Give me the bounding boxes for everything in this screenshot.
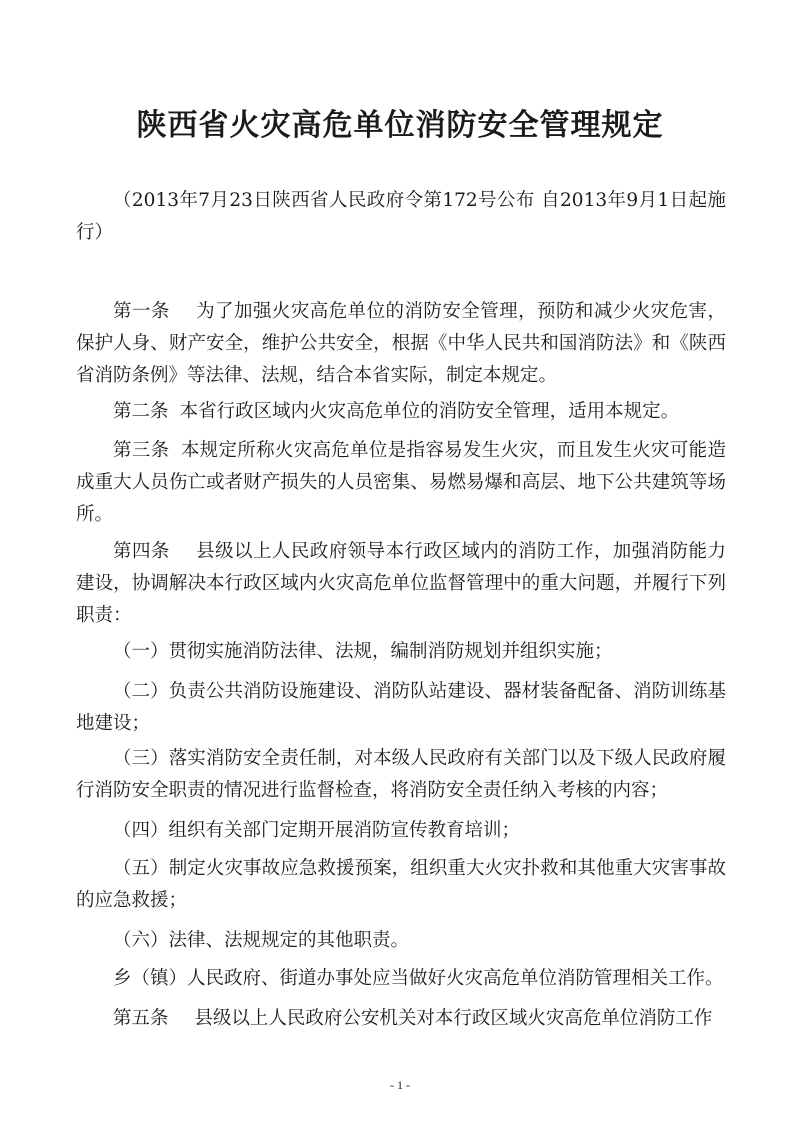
article-1-label: 第一条 bbox=[113, 301, 170, 322]
article-3 bbox=[76, 435, 726, 531]
article-4-text: 县级以上人民政府领导本行政区域内的消防工作，加强消防能力建设，协调解决本行政区域内火灾高危单位监督管理中的重大问题，并履行下列职责： bbox=[76, 541, 726, 626]
article-4-item-4: （四）组织有关部门定期开展消防宣传教育培训； bbox=[113, 820, 521, 841]
page-number: - 1 - bbox=[390, 1078, 410, 1092]
document-title: 陕西省火灾高危单位消防安全管理规定 bbox=[136, 108, 664, 143]
article-3-text: 本规定所称火灾高危单位是指容易发生火灾，而且发生火灾可能造成重大人员伤亡或者财产损失的人员密集、易燃易爆和高层、地下公共建筑等场所。 bbox=[76, 440, 726, 525]
article-4-item-6: （六）法律、法规规定的其他职责。 bbox=[113, 930, 410, 951]
article-5 bbox=[76, 1003, 726, 1035]
article-4-item-5: （五）制定火灾事故应急救援预案，组织重大火灾扑救和其他重大灾害事故的应急救援； bbox=[76, 858, 726, 911]
article-1-text: 为了加强火灾高危单位的消防安全管理，预防和减少火灾危害，保护人身、财产安全，维护公共安全，根据《中华人民共和国消防法》和《陕西省消防条例》等法律、法规，结合本省实际，制定本规定。 bbox=[76, 301, 726, 386]
article-5-text: 县级以上人民政府公安机关对本行政区域火灾高危单位消防工作 bbox=[194, 1008, 713, 1029]
article-4-item-2: （二）负责公共消防设施建设、消防队站建设、器材装备配备、消防训练基地建设； bbox=[76, 681, 726, 734]
article-4-label: 第四条 bbox=[113, 541, 170, 562]
promulgation-note: （2013年7月23日陕西省人民政府令第172号公布 自2013年9月1日起施行） bbox=[76, 190, 726, 243]
article-2-text: 本省行政区域内火灾高危单位的消防安全管理，适用本规定。 bbox=[179, 401, 680, 422]
article-4-item-1: （一）贯彻实施消防法律、法规，编制消防规划并组织实施； bbox=[113, 641, 613, 662]
article-2-label: 第二条 bbox=[113, 401, 169, 422]
article-4-closing: 乡（镇）人民政府、街道办事处应当做好火灾高危单位消防管理相关工作。 bbox=[113, 968, 724, 989]
article-3-label: 第三条 bbox=[113, 440, 170, 461]
article-5-label: 第五条 bbox=[113, 1008, 169, 1029]
article-4 bbox=[76, 536, 726, 632]
article-4-item-3: （三）落实消防安全责任制，对本级人民政府有关部门以及下级人民政府履行消防安全职责的情况进行监督检查，将消防安全责任纳入考核的内容； bbox=[76, 748, 726, 801]
article-1 bbox=[76, 296, 726, 392]
article-2 bbox=[76, 396, 726, 428]
